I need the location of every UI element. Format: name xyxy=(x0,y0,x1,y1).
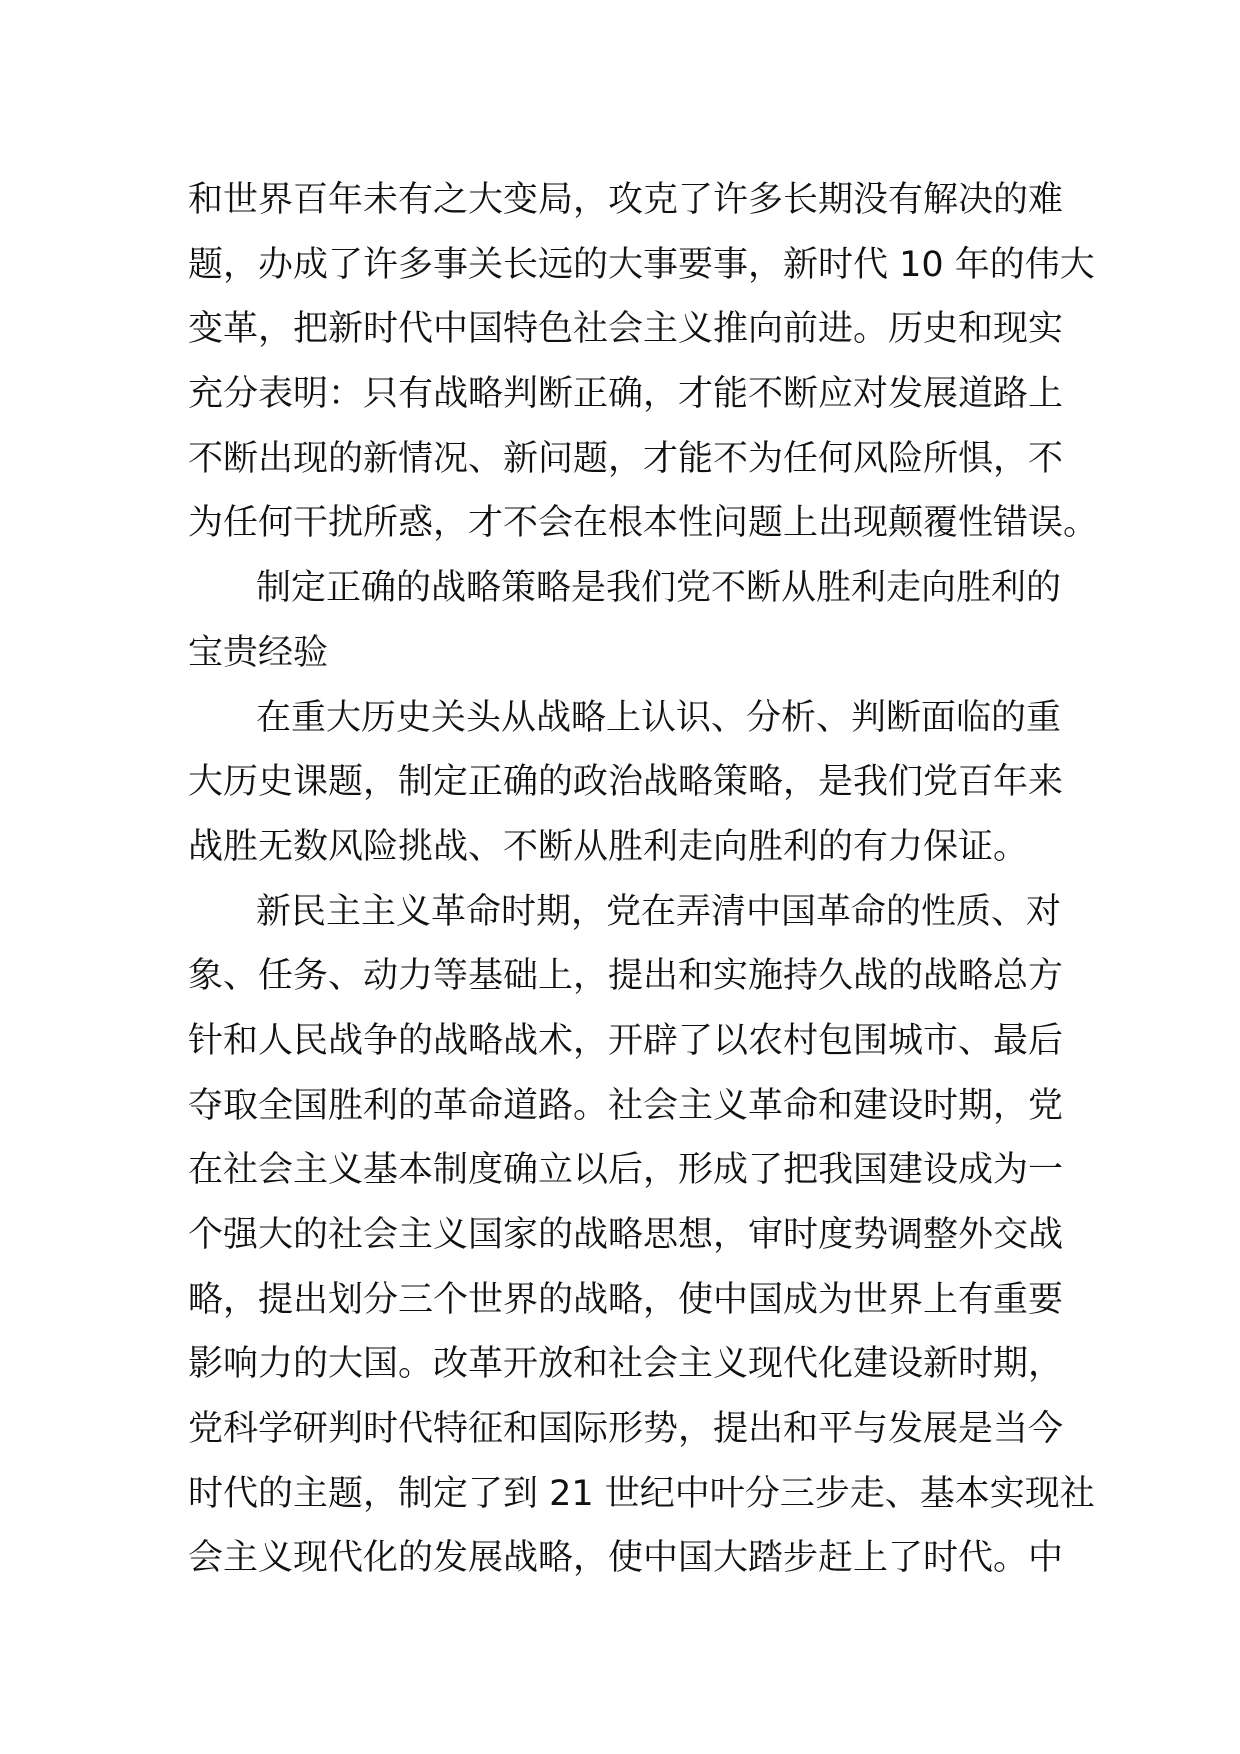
text-line: 在重大历史关头从战略上认识、分析、判断面临的重 xyxy=(256,697,1062,738)
text-line: 针和人民战争的战略战术，开辟了以农村包围城市、最后 xyxy=(188,1020,1064,1061)
text-line: 会主义现代化的发展战略，使中国大踏步赶上了时代。中 xyxy=(188,1538,1064,1579)
text-line: 夺取全国胜利的革命道路。社会主义革命和建设时期，党 xyxy=(188,1085,1064,1126)
text-line: 新民主主义革命时期，党在弄清中国革命的性质、对 xyxy=(256,891,1062,932)
text-line: 充分表明：只有战略判断正确，才能不断应对发展道路上 xyxy=(188,374,1064,415)
text-line: 个强大的社会主义国家的战略思想，审时度势调整外交战 xyxy=(188,1215,1064,1255)
text-line: 题，办成了许多事关长远的大事要事，新时代 10 年的伟大 xyxy=(188,244,1095,285)
body-text xyxy=(188,168,1099,1591)
text-line: 不断出现的新情况、新问题，才能不为任何风险所惧，不 xyxy=(188,438,1064,479)
text-line: 和世界百年未有之大变局，攻克了许多长期没有解决的难 xyxy=(188,180,1064,220)
text-line: 为任何干扰所惑，才不会在根本性问题上出现颠覆性错误。 xyxy=(188,503,1099,544)
text-line: 战胜无数风险挑战、不断从胜利走向胜利的有力保证。 xyxy=(188,826,1029,867)
text-line: 变革，把新时代中国特色社会主义推向前进。历史和现实 xyxy=(188,309,1064,350)
text-line: 时代的主题，制定了到 21 世纪中叶分三步走、基本实现社 xyxy=(188,1473,1095,1514)
text-line: 影响力的大国。改革开放和社会主义现代化建设新时期， xyxy=(188,1344,1064,1385)
text-line: 略，提出划分三个世界的战略，使中国成为世界上有重要 xyxy=(188,1279,1064,1320)
text-line: 象、任务、动力等基础上，提出和实施持久战的战略总方 xyxy=(188,956,1064,997)
text-line: 宝贵经验 xyxy=(188,632,329,673)
text-line: 党科学研判时代特征和国际形势，提出和平与发展是当今 xyxy=(188,1409,1064,1450)
text-line: 在社会主义基本制度确立以后，形成了把我国建设成为一 xyxy=(188,1150,1064,1191)
text-line: 大历史课题，制定正确的政治战略策略，是我们党百年来 xyxy=(188,762,1064,803)
text-line: 制定正确的战略策略是我们党不断从胜利走向胜利的 xyxy=(256,568,1062,609)
